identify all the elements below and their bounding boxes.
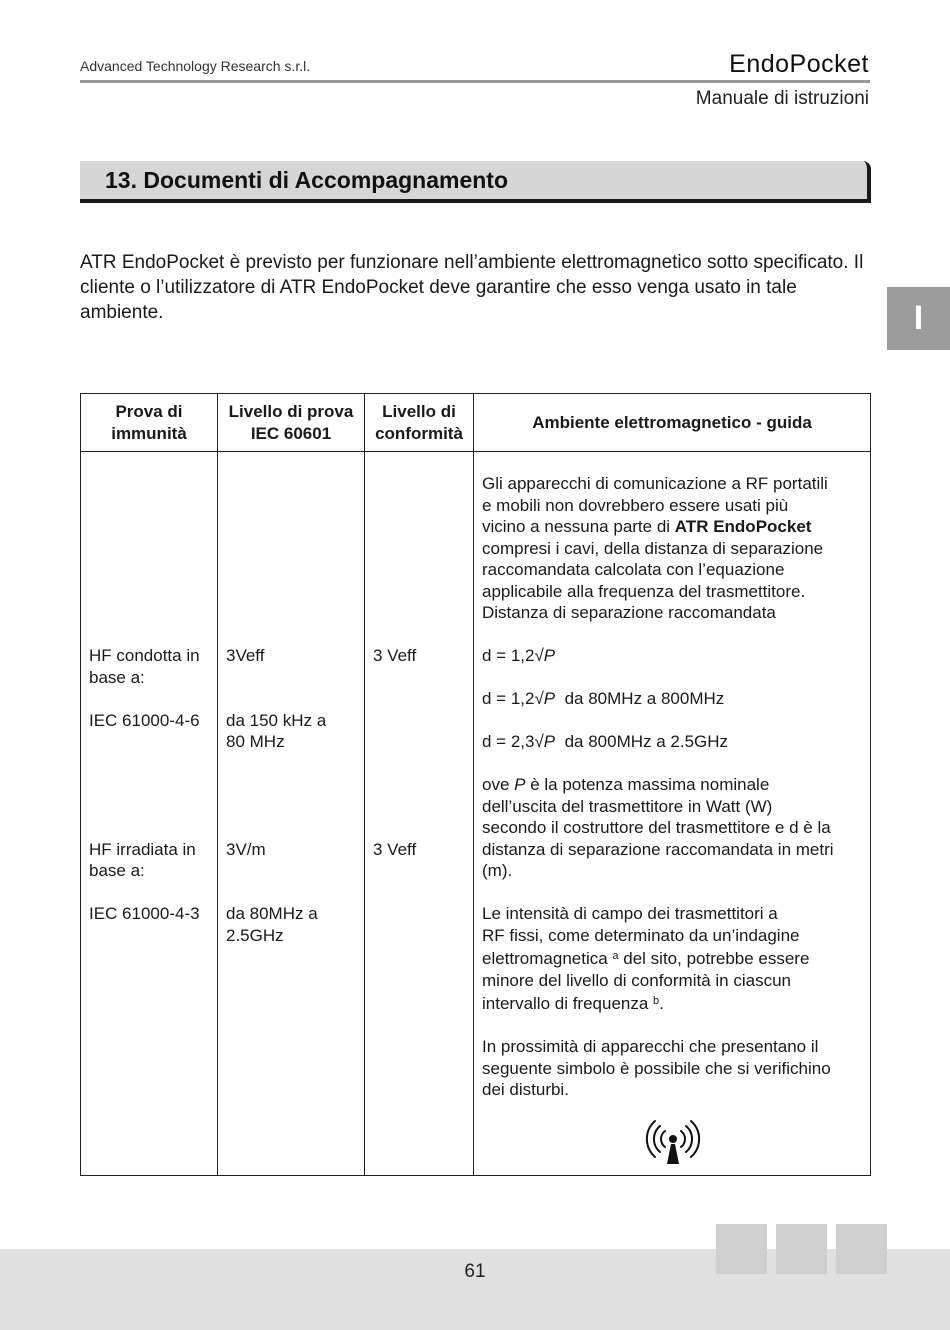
document-subtitle: Manuale di istruzioni [695,88,869,109]
cell-guidance: Gli apparecchi di comunicazione a RF portatili e mobili non dovrebbero essere usati più vicino a nessuna parte di ATR EndoPocket compresi i cavi, della distanza di separazione raccomandata calcolata con l’equazione applicabile alla frequenza del trasmettitore. Distanza di separazione raccomandata d = 1,2√P d = 1,2√P da 80MHz a 800MHz d = 2,3√P da 800MHz a 2.5GHz ove P è la potenza massima nominale dell’uscita del trasmettitore in Watt (W) secondo il costruttore del trasmettitore e d è la distanza di separazione raccomandata in metri (m). Le intensità di campo dei trasmettitori a RF fissi, come determinato da un’indagine elettromagnetica $^a$ del sito, potrebbe essere minore del livello di conformità in ciascun intervallo di frequenza $^b$. In prossimità di apparecchi che presentano il seguente simbolo è possibile che si verifichino dei disturbi. [474,452,871,1176]
non-ionizing-radiation-icon [482,1118,864,1176]
emc-immunity-table [80,393,871,1176]
header-compliance-level: Livello di conformità [365,394,474,452]
equation-1: d = 1,2√P [482,646,556,665]
equation-2: d = 1,2√P da 80MHz a 800MHz [482,689,725,708]
product-name-bold: ATR EndoPocket [674,517,812,536]
header-immunity-test: Prova di immunità [81,394,218,452]
header-rule [80,80,870,83]
section-title: 13. Documenti di Accompagnamento [105,167,508,193]
table-row [81,452,871,1176]
cell-immunity-test: HF condotta in base a: IEC 61000-4-6 HF irradiata in base a: IEC 61000-4-3 [81,452,218,1176]
cell-test-level: 3Veff da 150 kHz a 80 MHz 3V/m da 80MHz a 2.5GHz [218,452,365,1176]
company-name: Advanced Technology Research s.r.l. [80,58,311,74]
intro-paragraph: ATR EndoPocket è previsto per funzionare nell’ambiente elettromagnetico sotto specificato. Il cliente o l’utilizzatore di ATR EndoPocket deve garantire che esso venga usato in tale ambiente. [80,252,864,323]
page-number: 61 [464,1261,486,1282]
table-header-row [81,394,871,452]
language-tab: I [887,287,950,350]
equation-3: d = 2,3√P da 800MHz a 2.5GHz [482,732,729,751]
section-heading-bar [80,161,871,203]
header-test-level: Livello di prova IEC 60601 [218,394,365,452]
cell-compliance-level: 3 Veff 3 Veff [365,452,474,1176]
header-guidance: Ambiente elettromagnetico - guida [474,394,871,452]
brand-logo: EndoPocket [729,50,869,78]
